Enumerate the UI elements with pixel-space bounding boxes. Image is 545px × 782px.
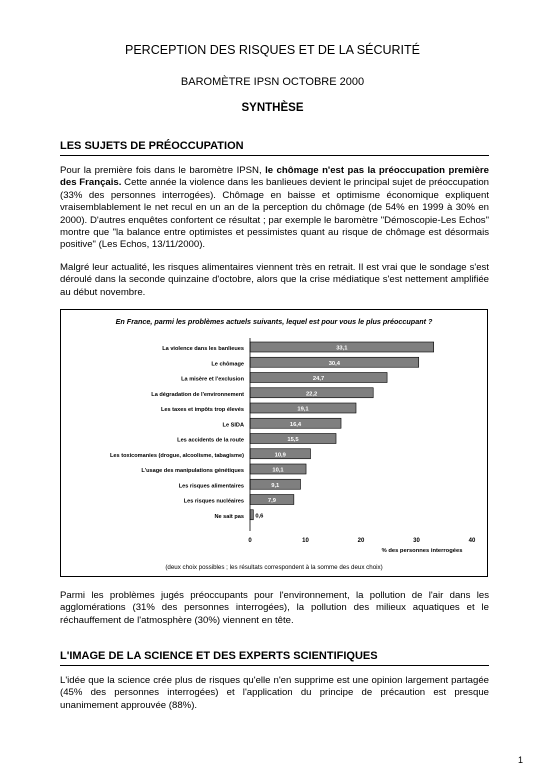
- x-axis-label: % des personnes interrogées: [381, 548, 463, 554]
- category-label: Le chômage: [211, 361, 244, 368]
- bar-value-label: 15,5: [287, 437, 299, 443]
- category-label: Les risques nucléaires: [183, 498, 244, 505]
- x-tick-label: 20: [357, 538, 365, 544]
- bar: [250, 510, 253, 520]
- page-number: 1: [518, 755, 524, 765]
- paragraph-science: L'idée que la science crée plus de risques qu'elle n'en supprime est une opinion largement partagée (45% des personnes interrogées) et l'application du principe de précaution est presque unanimement approuvée (88%).: [60, 675, 489, 711]
- category-label: Ne sait pas: [214, 513, 244, 520]
- chart-title: En France, parmi les problèmes actuels suivants, lequel est pour vous le plus préoccupant ?: [115, 317, 433, 326]
- paragraph-text: Cette année la violence dans les banlieues devient le principal sujet de préoccupation (33% des personnes interrogées). Chômage en baisse et optimisme économique expliquent vraisemblablement le net recul en un an de la perception du chômage (de 54% en 1999 à 30% en 2000). D'autres enquêtes confortent ce résultat ; par exemple le baromètre "Démoscopie-Les Echos" montre que "la balance entre optimistes et pessimistes quant au risque de chômage est désormais positive" (Les Echos, 13/11/2000).: [60, 177, 490, 251]
- x-tick-label: 30: [413, 538, 420, 544]
- bar-value-label: 10,1: [272, 467, 284, 474]
- document-subtitle: BAROMÈTRE IPSN OCTOBRE 2000: [180, 76, 365, 88]
- bar-value-label: 33,1: [336, 345, 348, 352]
- bar-value-label: 22,2: [305, 391, 318, 398]
- paragraph-chomage: [60, 165, 489, 252]
- category-label: La violence dans les banlieues: [162, 346, 244, 352]
- paragraph-risques-alimentaires: Malgré leur actualité, les risques alimentaires viennent très en retrait. Il est vrai que le sondage s'est déroulé dans la seconde quinzaine d'octobre, alors que la crise médiatique s'est nettement amplifiée au début novembre.: [60, 262, 489, 298]
- bar-value-label: 19,1: [297, 406, 309, 413]
- chart-note: (deux choix possibles ; les résultats correspondent à la somme des deux choix): [165, 564, 383, 571]
- synthese-heading: SYNTHÈSE: [241, 102, 304, 114]
- section-heading-preoccupation: LES SUJETS DE PRÉOCCUPATION: [60, 140, 244, 152]
- category-label: L'usage des manipulations génétiques: [141, 468, 244, 474]
- category-label: Le SIDA: [222, 422, 244, 429]
- category-label: Les risques alimentaires: [178, 483, 244, 490]
- category-label: Les taxes et impôts trop élevés: [160, 407, 244, 413]
- paragraph-emphasis: le chômage n'est pas la préoccupation première des Français.: [60, 165, 489, 189]
- bar-value-label: 7,9: [267, 498, 276, 504]
- bar-value-label: 16,4: [289, 421, 302, 428]
- bar-value-label: 0,6: [255, 513, 264, 520]
- category-label: Les accidents de la route: [177, 437, 244, 444]
- document-title: PERCEPTION DES RISQUES ET DE LA SÉCURITÉ: [125, 43, 420, 57]
- x-tick-label: 40: [468, 538, 476, 544]
- paragraph-environnement: Parmi les problèmes jugés préoccupants pour l'environnement, la pollution de l'air dans les agglomérations (31% des personnes interrogées), la pollution des milieux aquatiques et le réchauffement de l'atmosphère (30%) viennent en tête.: [60, 590, 489, 626]
- bar-value-label: 9,1: [271, 482, 280, 489]
- category-label: Les toxicomanies (drogue, alcoolisme, tabagisme): [110, 452, 244, 459]
- x-tick-label: 0: [248, 538, 252, 544]
- category-label: La misère et l'exclusion: [181, 376, 244, 383]
- bar-value-label: 10,9: [274, 452, 286, 459]
- bar-value-label: 24,7: [312, 376, 325, 382]
- category-label: La dégradation de l'environnement: [151, 391, 244, 398]
- section-rule: [60, 665, 489, 666]
- bar-value-label: 30,4: [328, 360, 341, 367]
- section-heading-science: L'IMAGE DE LA SCIENCE ET DES EXPERTS SCIENTIFIQUES: [60, 650, 378, 662]
- x-tick-label: 10: [302, 538, 309, 544]
- bar-chart: [60, 309, 488, 577]
- section-rule: [60, 155, 489, 156]
- paragraph-text: Pour la première fois dans le baromètre IPSN,: [60, 165, 266, 176]
